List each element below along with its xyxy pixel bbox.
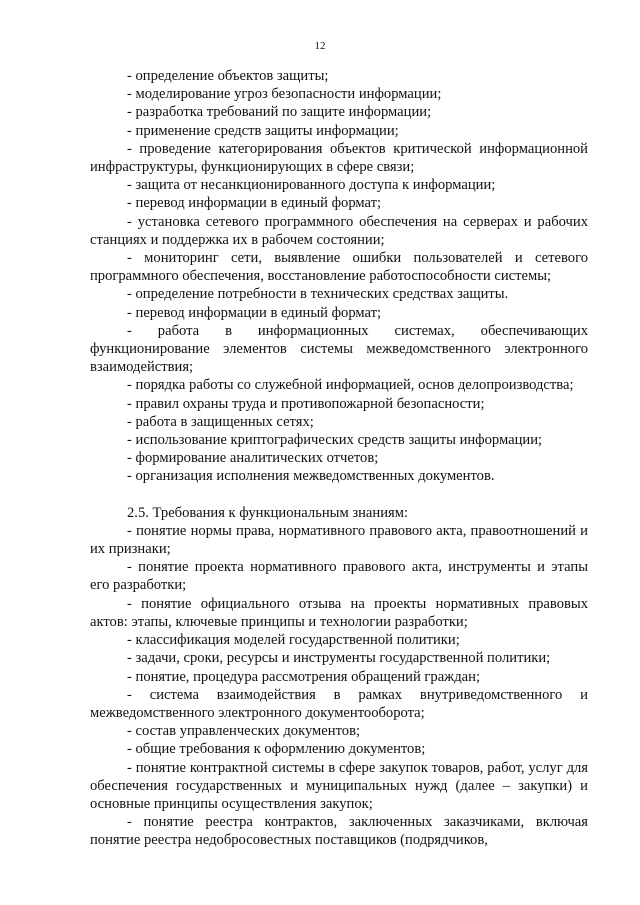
list-item: - определение потребности в технических средствах защиты. bbox=[127, 286, 509, 303]
list-item: - понятие контрактной системы в сфере закупок товаров, работ, услуг для обеспечения государственных и муниципальных нужд (далее – закупки) и основные принципы осуществления закупок; bbox=[90, 759, 588, 812]
list-item: - формирование аналитических отчетов; bbox=[127, 450, 379, 467]
list-item: - защита от несанкционированного доступа к информации; bbox=[127, 177, 496, 194]
list-item: - мониторинг сети, выявление ошибки пользователей и сетевого программного обеспечения, восстановление работоспособности системы; bbox=[90, 250, 588, 285]
list-item: - классификация моделей государственной политики; bbox=[127, 632, 460, 649]
document-body bbox=[90, 67, 588, 850]
list-item: - перевод информации в единый формат; bbox=[127, 304, 382, 321]
list-item: - понятие проекта нормативного правового акта, инструменты и этапы его разработки; bbox=[90, 559, 588, 594]
list-item: - разработка требований по защите информации; bbox=[127, 104, 432, 121]
list-item: - общие требования к оформлению документов; bbox=[127, 741, 426, 758]
list-item: - правил охраны труда и противопожарной безопасности; bbox=[127, 395, 485, 412]
requirements-list bbox=[90, 67, 588, 486]
list-item: - моделирование угроз безопасности информации; bbox=[127, 86, 442, 103]
list-item: - понятие нормы права, нормативного правового акта, правоотношений и их признаки; bbox=[90, 522, 588, 558]
list-item: - определение объектов защиты; bbox=[127, 68, 329, 84]
list-item: - проведение категорирования объектов критической информационной инфраструктуры, функционирующих в сфере связи; bbox=[90, 140, 588, 176]
list-item: - понятие реестра контрактов, заключенных заказчиками, включая понятие реестра недобросовестных поставщиков (подрядчиков, bbox=[90, 814, 588, 849]
list-item: - перевод информации в единый формат; bbox=[127, 195, 382, 212]
list-item: - состав управленческих документов; bbox=[127, 723, 361, 740]
list-item: - работа в защищенных сетях; bbox=[127, 413, 314, 430]
list-item: - работа в информационных системах, обеспечивающих функционирование элементов системы межведомственного электронного взаимодействия; bbox=[90, 322, 588, 376]
list-item: - порядка работы со служебной информацией, основ делопроизводства; bbox=[127, 377, 574, 394]
list-item: - понятие официального отзыва на проекты нормативных правовых актов: этапы, ключевые принципы и технологии разработки; bbox=[90, 595, 588, 630]
list-item: - система взаимодействия в рамках внутриведомственного и межведомственного электронного документооборота; bbox=[90, 686, 588, 721]
page-number: 12 bbox=[314, 40, 326, 52]
section-heading: 2.5. Требования к функциональным знаниям: bbox=[127, 504, 409, 521]
functional-knowledge-list bbox=[90, 522, 588, 850]
list-item: - применение средств защиты информации; bbox=[127, 122, 399, 139]
list-item: - установка сетевого программного обеспечения на серверах и рабочих станциях и поддержка их в рабочем состоянии; bbox=[90, 213, 588, 248]
list-item: - задачи, сроки, ресурсы и инструменты государственной политики; bbox=[127, 650, 551, 667]
list-item: - понятие, процедура рассмотрения обращений граждан; bbox=[127, 668, 481, 685]
list-item: - организация исполнения межведомственных документов. bbox=[127, 468, 495, 485]
list-item: - использование криптографических средств защиты информации; bbox=[127, 432, 543, 449]
